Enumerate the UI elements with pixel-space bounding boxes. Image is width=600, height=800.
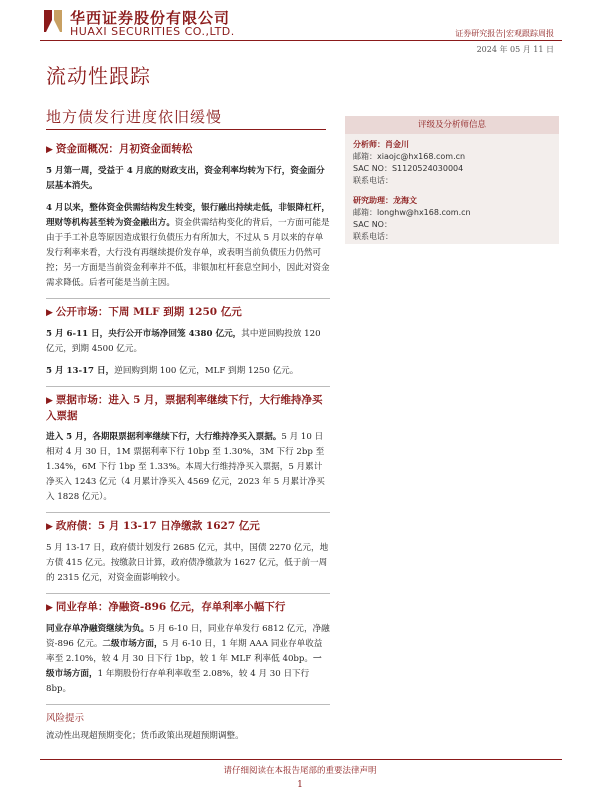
triangle-bullet-icon: ▶ — [46, 603, 53, 613]
triangle-bullet-icon: ▶ — [46, 145, 53, 155]
subtitle-divider — [46, 129, 326, 130]
paragraph: 5 月 13-17 日，逆回购到期 100 亿元，MLF 到期 1250 亿元。 — [46, 366, 299, 376]
section-divider — [46, 512, 330, 513]
paragraph: 4 月以来，整体资金供需结构发生转变，银行融出持续走低，非银降杠杆，理财等机构甚至转为资金融出方。资金供需结构变化的背后，一方面可能是由于手工补息等原因造成银行负债压力有所加大，不过从 5 月以来的存单发行利率来看，大行没有再继续提价发存单，或表明当前负债压力仍然可控；另一方面是当前资金利率并不低，非银加杠杆套息空间小，因此对资金需求降低。后者可能是当前主因。 — [46, 203, 330, 288]
header-divider — [40, 40, 562, 41]
section-heading-funding: ▶ 资金面概况：月初资金面转松 — [46, 143, 193, 155]
sac-label: SAC NO： — [353, 164, 392, 173]
analyst-block-2 — [353, 194, 553, 243]
assistant-email[interactable]: longhw@hx168.com.cn — [377, 208, 471, 217]
phone-label: 联系电话： — [353, 232, 393, 241]
report-body — [46, 136, 330, 751]
risk-text: 流动性出现超预期变化；货币政策出现超预期调整。 — [46, 731, 244, 741]
phone-label: 联系电话： — [353, 176, 393, 185]
paragraph: 同业存单净融资继续为负。5 月 6-10 日，同业存单发行 6812 亿元，净融资-896 亿元。二级市场方面，5 月 6-10 日，1 年期 AAA 同业存单收益率至 2.10%，较 4 月 30 日下行 1bp，较 1 年 MLF 利率低 40bp。一级市场方面，1 年期股份行存单利率收至 2.08%，较 4 月 30 日下行 8bp。 — [46, 624, 330, 694]
company-name-en: HUAXI SECURITIES CO.,LTD. — [70, 25, 235, 38]
assistant-name: 龙海文 — [393, 195, 417, 205]
paragraph: 5 月 6-11 日，央行公开市场净回笼 4380 亿元，其中逆回购投放 120 亿元，到期 4500 亿元。 — [46, 329, 321, 354]
triangle-bullet-icon: ▶ — [46, 396, 53, 406]
paragraph: 5 月第一周，受益于 4 月底的财政支出，资金利率均转为下行，资金面分层基本消失。 — [46, 166, 325, 191]
paragraph: 进入 5 月，各期限票据利率继续下行，大行维持净买入票据。5 月 10 日相对 4 月 30 日，1M 票据利率下行 10bp 至 1.30%，3M 下行 2bp 至 1.34%，6M 下行 1bp 至 1.33%。本周大行维持净买入票据，5 月累计净买入 1243 亿元（4 月累计净买入 4569 亿元，2023 年 5 月累计净买入 1828 亿元）。 — [46, 432, 325, 502]
company-logo-icon — [42, 8, 64, 34]
section-heading-open-market: ▶ 公开市场：下周 MLF 到期 1250 亿元 — [46, 306, 242, 318]
triangle-bullet-icon: ▶ — [46, 522, 53, 532]
analyst-box-title: 评级及分析师信息 — [345, 116, 559, 134]
section-divider — [46, 704, 330, 705]
email-label: 邮箱： — [353, 208, 377, 217]
triangle-bullet-icon: ▶ — [46, 308, 53, 318]
analyst-sac-number: S1120524030004 — [391, 164, 464, 173]
analyst-name: 肖金川 — [385, 139, 409, 149]
section-divider — [46, 298, 330, 299]
section-heading-government-bonds: ▶ 政府债：5 月 13-17 日净缴款 1627 亿元 — [46, 520, 260, 532]
company-name-cn: 华西证券股份有限公司 — [70, 9, 231, 27]
risk-title: 风险提示 — [46, 713, 85, 724]
analyst-role: 分析师： — [353, 139, 385, 149]
analyst-block-1 — [353, 138, 553, 187]
section-heading-ncd: ▶ 同业存单：净融资-896 亿元，存单利率小幅下行 — [46, 601, 286, 613]
report-date: 2024 年 05 月 11 日 — [476, 45, 554, 54]
analyst-email[interactable]: xiaojc@hx168.com.cn — [377, 152, 466, 161]
footer-divider — [40, 759, 562, 760]
page-number: 1 — [297, 780, 303, 790]
paragraph: 5 月 13-17 日，政府债计划发行 2685 亿元，其中，国债 2270 亿元，地方债 415 亿元。按缴款日计算，政府债净缴款为 1627 亿元，低于前一周的 2315 亿元，对资金面影响较小。 — [46, 543, 329, 583]
legal-notice: 请仔细阅读在本报告尾部的重要法律声明 — [223, 766, 377, 776]
report-type: 证券研究报告|宏观跟踪周报 — [455, 29, 554, 38]
email-label: 邮箱： — [353, 152, 377, 161]
sac-label: SAC NO： — [353, 220, 392, 229]
report-title: 流动性跟踪 — [46, 64, 151, 88]
report-subtitle: 地方债发行进度依旧缓慢 — [46, 108, 223, 126]
assistant-role: 研究助理： — [353, 195, 393, 205]
section-heading-bill-market: ▶ 票据市场：进入 5 月，票据利率继续下行，大行维持净买入票据 — [46, 394, 323, 422]
section-divider — [46, 593, 330, 594]
section-divider — [46, 386, 330, 387]
